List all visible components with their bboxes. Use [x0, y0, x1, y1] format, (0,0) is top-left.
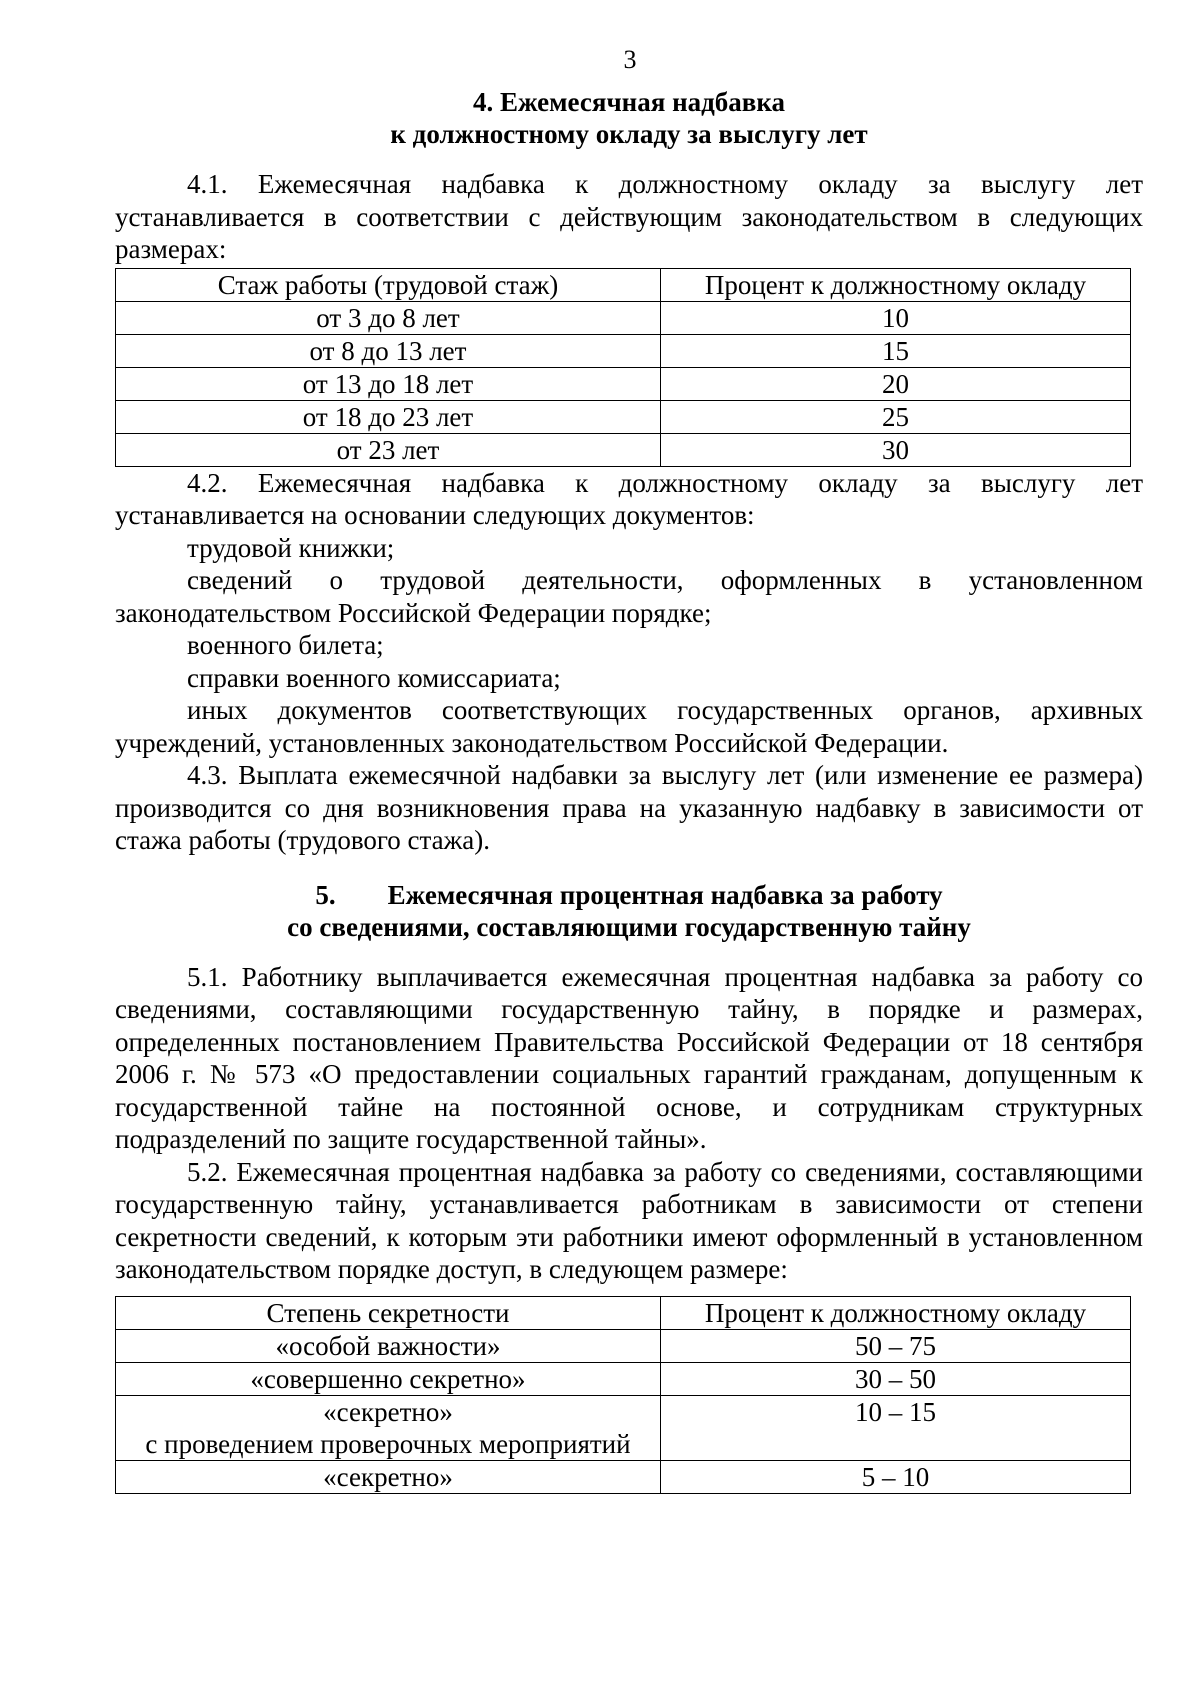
- table-cell: 25: [661, 400, 1131, 433]
- section-5-heading-line2: со сведениями, составляющими государственную тайну: [287, 911, 971, 942]
- document-list-item: трудовой книжки;: [187, 532, 395, 563]
- table-header-cell: Стаж работы (трудовой стаж): [116, 268, 661, 301]
- table-row: [116, 400, 1131, 433]
- table-cell: от 8 до 13 лет: [116, 334, 661, 367]
- table-header-cell: Процент к должностному окладу: [661, 1296, 1131, 1329]
- page-number: 3: [623, 45, 637, 74]
- table-cell: от 13 до 18 лет: [116, 367, 661, 400]
- table-cell: 5 – 10: [661, 1460, 1131, 1493]
- paragraph-4-1: 4.1. Ежемесячная надбавка к должностному окладу за выслугу лет устанавливается в соответствии с действующим законодательством в следующих размерах:: [115, 169, 1143, 264]
- table-row: [116, 433, 1131, 466]
- table-cell: от 3 до 8 лет: [116, 301, 661, 334]
- seniority-table: [115, 268, 1131, 467]
- paragraph-4-2: 4.2. Ежемесячная надбавка к должностному окладу за выслугу лет устанавливается на основании следующих документов:: [115, 467, 1143, 530]
- paragraph-5-1: 5.1. Работнику выплачивается ежемесячная процентная надбавка за работу со сведениями, составляющими государственную тайну, в порядке и размерах, определенных постановлением Правительства Российской Федерации от 18 сентября 2006 г. № 573 «О предоставлении социальных гарантий гражданам, допущенным к государственной тайне на постоянной основе, и сотрудникам структурных подразделений по защите государственной тайны».: [115, 961, 1143, 1154]
- table-cell: «совершенно секретно»: [116, 1362, 661, 1395]
- document-list-item: сведений о трудовой деятельности, оформленных в установленном законодательством Российской Федерации порядке;: [115, 565, 1143, 628]
- secrecy-table: [115, 1296, 1131, 1494]
- section-4-heading-line2: к должностному окладу за выслугу лет: [390, 119, 868, 149]
- table-row: [116, 334, 1131, 367]
- table-row: [116, 1362, 1131, 1395]
- section-5-heading-line1: [115, 879, 1143, 911]
- table-cell: 50 – 75: [661, 1329, 1131, 1362]
- table-cell: 30 – 50: [661, 1362, 1131, 1395]
- table-cell: 10: [661, 301, 1131, 334]
- table-header-cell: Процент к должностному окладу: [661, 268, 1131, 301]
- paragraph-5-2: 5.2. Ежемесячная процентная надбавка за работу со сведениями, составляющими государственную тайну, устанавливается работникам в зависимости от степени секретности сведений, к которым эти работники имеют оформленный в установленном законодательством порядке доступ, в следующем размере:: [115, 1156, 1143, 1284]
- document-list-item: справки военного комиссариата;: [187, 662, 561, 693]
- table-row: [116, 367, 1131, 400]
- table-header-row: [116, 1296, 1131, 1329]
- table-row: [116, 1329, 1131, 1362]
- secrecy-level-text-line2: с проведением проверочных мероприятий: [145, 1428, 631, 1459]
- table-header-row: [116, 268, 1131, 301]
- table-row: [116, 1395, 1131, 1460]
- table-header-cell: Степень секретности: [116, 1296, 661, 1329]
- table-cell: «особой важности»: [116, 1329, 661, 1362]
- section-5-number: 5.: [315, 879, 336, 910]
- table-cell: 15: [661, 334, 1131, 367]
- table-cell: «секретно»: [116, 1460, 661, 1493]
- table-cell: от 23 лет: [116, 433, 661, 466]
- document-list-item: иных документов соответствующих государственных органов, архивных учреждений, установленных законодательством Российской Федерации.: [115, 695, 1143, 758]
- table-cell: 30: [661, 433, 1131, 466]
- section-5-heading-title: Ежемесячная процентная надбавка за работу: [387, 879, 943, 910]
- section-4-heading-line1: 4. Ежемесячная надбавка: [472, 87, 786, 117]
- document-body: [115, 86, 1143, 1494]
- section-4-heading: [115, 86, 1143, 150]
- table-cell: 20: [661, 367, 1131, 400]
- table-row: [116, 1460, 1131, 1493]
- paragraph-4-3: 4.3. Выплата ежемесячной надбавки за выслугу лет (или изменение ее размера) производится со дня возникновения права на указанную надбавку в зависимости от стажа работы (трудового стажа).: [115, 760, 1143, 855]
- table-cell: от 18 до 23 лет: [116, 400, 661, 433]
- table-row: [116, 301, 1131, 334]
- document-list-item: военного билета;: [187, 630, 384, 660]
- secrecy-level-text: «секретно»: [323, 1396, 453, 1427]
- table-cell: [116, 1395, 661, 1460]
- section-5-heading: [115, 879, 1143, 943]
- table-cell: 10 – 15: [661, 1395, 1131, 1460]
